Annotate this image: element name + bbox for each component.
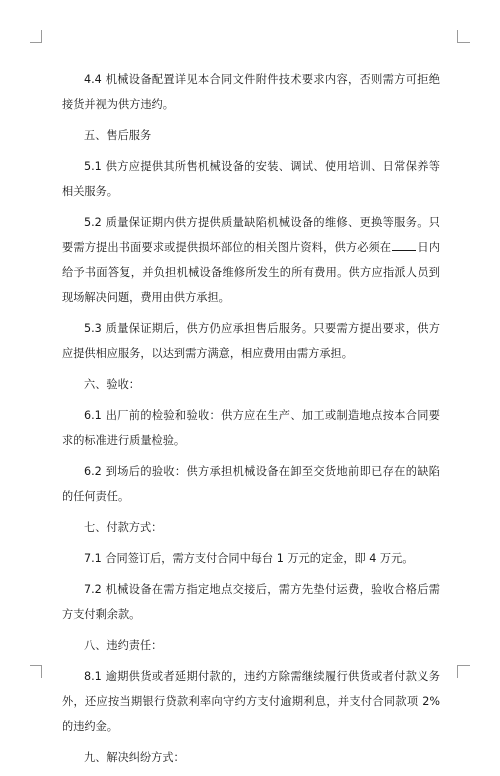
clause-6-1: 6.1 出厂前的检验和验收：供方应在生产、加工或制造地点按本合同要求的标准进行质量检验。 [62, 409, 440, 447]
clause-4-4: 4.4 机械设备配置详见本合同文件附件技术要求内容，否则需方可拒绝接货并视为供方违约。 [62, 73, 440, 111]
clause-5-1: 5.1 供方应提供其所售机械设备的安装、调试、使用培训、日常保养等相关服务。 [62, 160, 440, 198]
crop-mark-top-right [457, 30, 470, 43]
clause-5-2-text-after: 日内给予书面答复，并负担机械设备维修所发生的所有费用。供方应指派人员到现场解决问题，费用由供方承担。 [62, 241, 440, 304]
crop-mark-bottom-left [30, 665, 42, 678]
section-heading-liability: 八、违约责任： [84, 639, 163, 652]
clause-5-2 [62, 210, 440, 310]
crop-mark-bottom-right [457, 665, 470, 678]
clause-7-2: 7.2 机械设备在需方指定地点交接后，需方先垫付运费，验收合格后需方支付剩余款。 [62, 583, 440, 621]
section-heading-payment: 七、付款方式： [84, 521, 163, 534]
section-heading-acceptance: 六、验收： [84, 378, 140, 391]
section-heading-dispute: 九、解决纠纷方式： [84, 751, 185, 764]
crop-mark-top-left [30, 30, 42, 43]
section-heading-after-sales: 五、售后服务 [84, 129, 152, 142]
clause-8-1: 8.1 逾期供货或者延期付款的，违约方除需继续履行供货或者付款义务外，还应按当期银行贷款利率向守约方支付逾期利息，并支付合同款项 2%的违约金。 [62, 670, 440, 733]
days-blank-field [392, 238, 416, 251]
clause-5-3: 5.3 质量保证期后，供方仍应承担售后服务。只要需方提出要求，供方应提供相应服务，以达到需方满意，相应费用由需方承担。 [62, 322, 440, 360]
clause-5-2-text-before: 5.2 质量保证期内供方提供质量缺陷机械设备的维修、更换等服务。只要需方提出书面要求或提供损坏部位的相关图片资料，供方必须在 [62, 216, 440, 254]
clause-7-1: 7.1 合同签订后，需方支付合同中每台 1 万元的定金，即 4 万元。 [84, 552, 414, 565]
clause-6-2: 6.2 到场后的验收：供方承担机械设备在卸至交货地前即已存在的缺陷的任何责任。 [62, 465, 440, 503]
document-body [62, 67, 440, 776]
